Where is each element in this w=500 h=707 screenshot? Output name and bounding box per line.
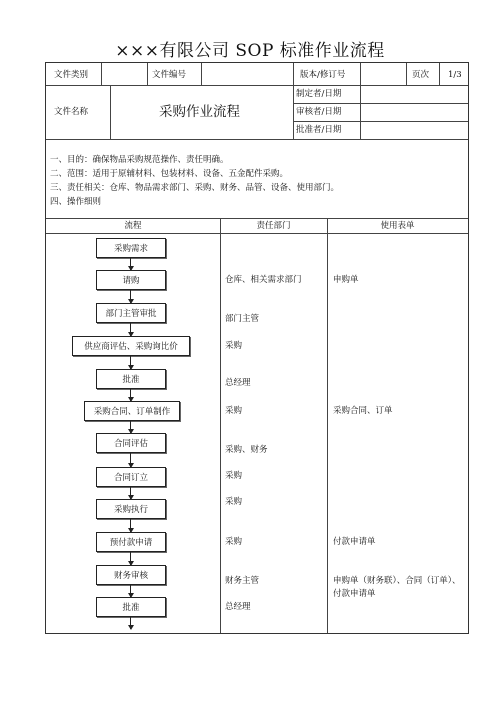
flow-step-supplier-evaluation: 供应商评估、采购询比价 bbox=[72, 336, 190, 356]
column-divider bbox=[360, 63, 361, 139]
column-divider bbox=[101, 63, 102, 85]
document-title: ×××有限公司 SOP 标准作业流程 bbox=[115, 41, 385, 61]
dept-final-approval: 总经理 bbox=[225, 602, 251, 612]
column-divider bbox=[201, 63, 202, 85]
flow-step-advance-payment: 预付款申请 bbox=[96, 532, 166, 552]
maker-label: 制定者/日期 bbox=[296, 89, 342, 99]
dept-requisition: 仓库、相关需求部门 bbox=[225, 275, 302, 285]
approver-label: 批准者/日期 bbox=[296, 125, 342, 135]
column-divider bbox=[147, 63, 148, 85]
dept-manager: 部门主管 bbox=[225, 314, 260, 324]
form-payment-request: 付款申请单 bbox=[333, 537, 376, 547]
doc-type-label: 文件类别 bbox=[54, 70, 89, 80]
page-label: 页次 bbox=[412, 70, 430, 80]
row-divider bbox=[46, 139, 468, 140]
row-divider bbox=[293, 121, 468, 122]
form-finance-copy: 申购单（财务联）、合同（订单）、 bbox=[333, 576, 461, 586]
row-divider bbox=[46, 233, 468, 234]
intro-details: 四、操作细则 bbox=[50, 197, 102, 207]
flow-arrow bbox=[130, 389, 131, 401]
column-divider bbox=[406, 63, 407, 85]
column-divider bbox=[220, 218, 221, 633]
dept-contract-signing: 采购 bbox=[225, 471, 243, 481]
intro-scope: 二、范围：适用于原辅材料、包装材料、设备、五金配件采购。 bbox=[50, 169, 289, 179]
flow-arrow bbox=[130, 585, 131, 597]
flow-arrow bbox=[130, 323, 131, 336]
dept-contract-order: 采购 bbox=[225, 406, 243, 416]
flow-step-purchase-demand: 采购需求 bbox=[96, 238, 166, 258]
page-value: 1/3 bbox=[448, 70, 462, 80]
dept-contract-review: 采购、财务 bbox=[225, 445, 268, 455]
flow-column-header: 流程 bbox=[124, 221, 142, 231]
column-divider bbox=[327, 218, 328, 633]
flow-step-manager-approval: 部门主管审批 bbox=[96, 303, 166, 323]
dept-supplier-evaluation: 采购 bbox=[225, 341, 243, 351]
flow-arrow bbox=[130, 617, 131, 629]
forms-column-header: 使用表单 bbox=[380, 221, 415, 231]
flow-arrow bbox=[130, 258, 131, 270]
flow-step-finance-review: 财务审核 bbox=[96, 565, 166, 585]
dept-advance-payment: 采购 bbox=[225, 537, 243, 547]
doc-number-label: 文件编号 bbox=[152, 70, 187, 80]
dept-finance-review: 财务主管 bbox=[225, 576, 260, 586]
row-divider bbox=[293, 103, 468, 104]
flow-step-final-approval: 批准 bbox=[96, 597, 166, 617]
flow-step-approval: 批准 bbox=[96, 369, 166, 389]
doc-name-label: 文件名称 bbox=[54, 107, 89, 117]
flow-arrow bbox=[130, 552, 131, 565]
flow-arrow bbox=[130, 487, 131, 499]
form-contract-order: 采购合同、订单 bbox=[333, 406, 393, 416]
doc-name-value: 采购作业流程 bbox=[159, 104, 240, 120]
flow-arrow bbox=[130, 356, 131, 369]
sop-form-frame bbox=[45, 62, 469, 634]
version-label: 版本/修订号 bbox=[300, 70, 346, 80]
form-purchase-request: 申购单 bbox=[333, 275, 359, 285]
reviewer-label: 审核者/日期 bbox=[296, 107, 342, 117]
form-payment-request-2: 付款申请单 bbox=[333, 589, 376, 599]
flow-step-purchase-execution: 采购执行 bbox=[96, 499, 166, 519]
column-divider bbox=[110, 85, 111, 139]
flow-step-contract-order: 采购合同、订单制作 bbox=[84, 401, 180, 421]
dept-column-header: 责任部门 bbox=[256, 221, 291, 231]
column-divider bbox=[439, 63, 440, 85]
flow-step-requisition: 请购 bbox=[96, 270, 166, 290]
row-divider bbox=[46, 218, 468, 219]
dept-execution: 采购 bbox=[225, 497, 243, 507]
dept-approval: 总经理 bbox=[225, 378, 251, 388]
intro-responsibility: 三、责任相关：仓库、物品需求部门、采购、财务、品管、设备、使用部门。 bbox=[50, 183, 340, 193]
intro-purpose: 一、目的：确保物品采购规范操作、责任明确。 bbox=[50, 155, 229, 165]
flow-arrow bbox=[130, 290, 131, 303]
flow-step-contract-signing: 合同订立 bbox=[96, 467, 166, 487]
column-divider bbox=[293, 63, 294, 139]
flow-arrow bbox=[130, 519, 131, 532]
flow-step-contract-review: 合同评估 bbox=[96, 433, 166, 453]
flow-arrow bbox=[130, 453, 131, 467]
flow-arrow bbox=[130, 421, 131, 433]
